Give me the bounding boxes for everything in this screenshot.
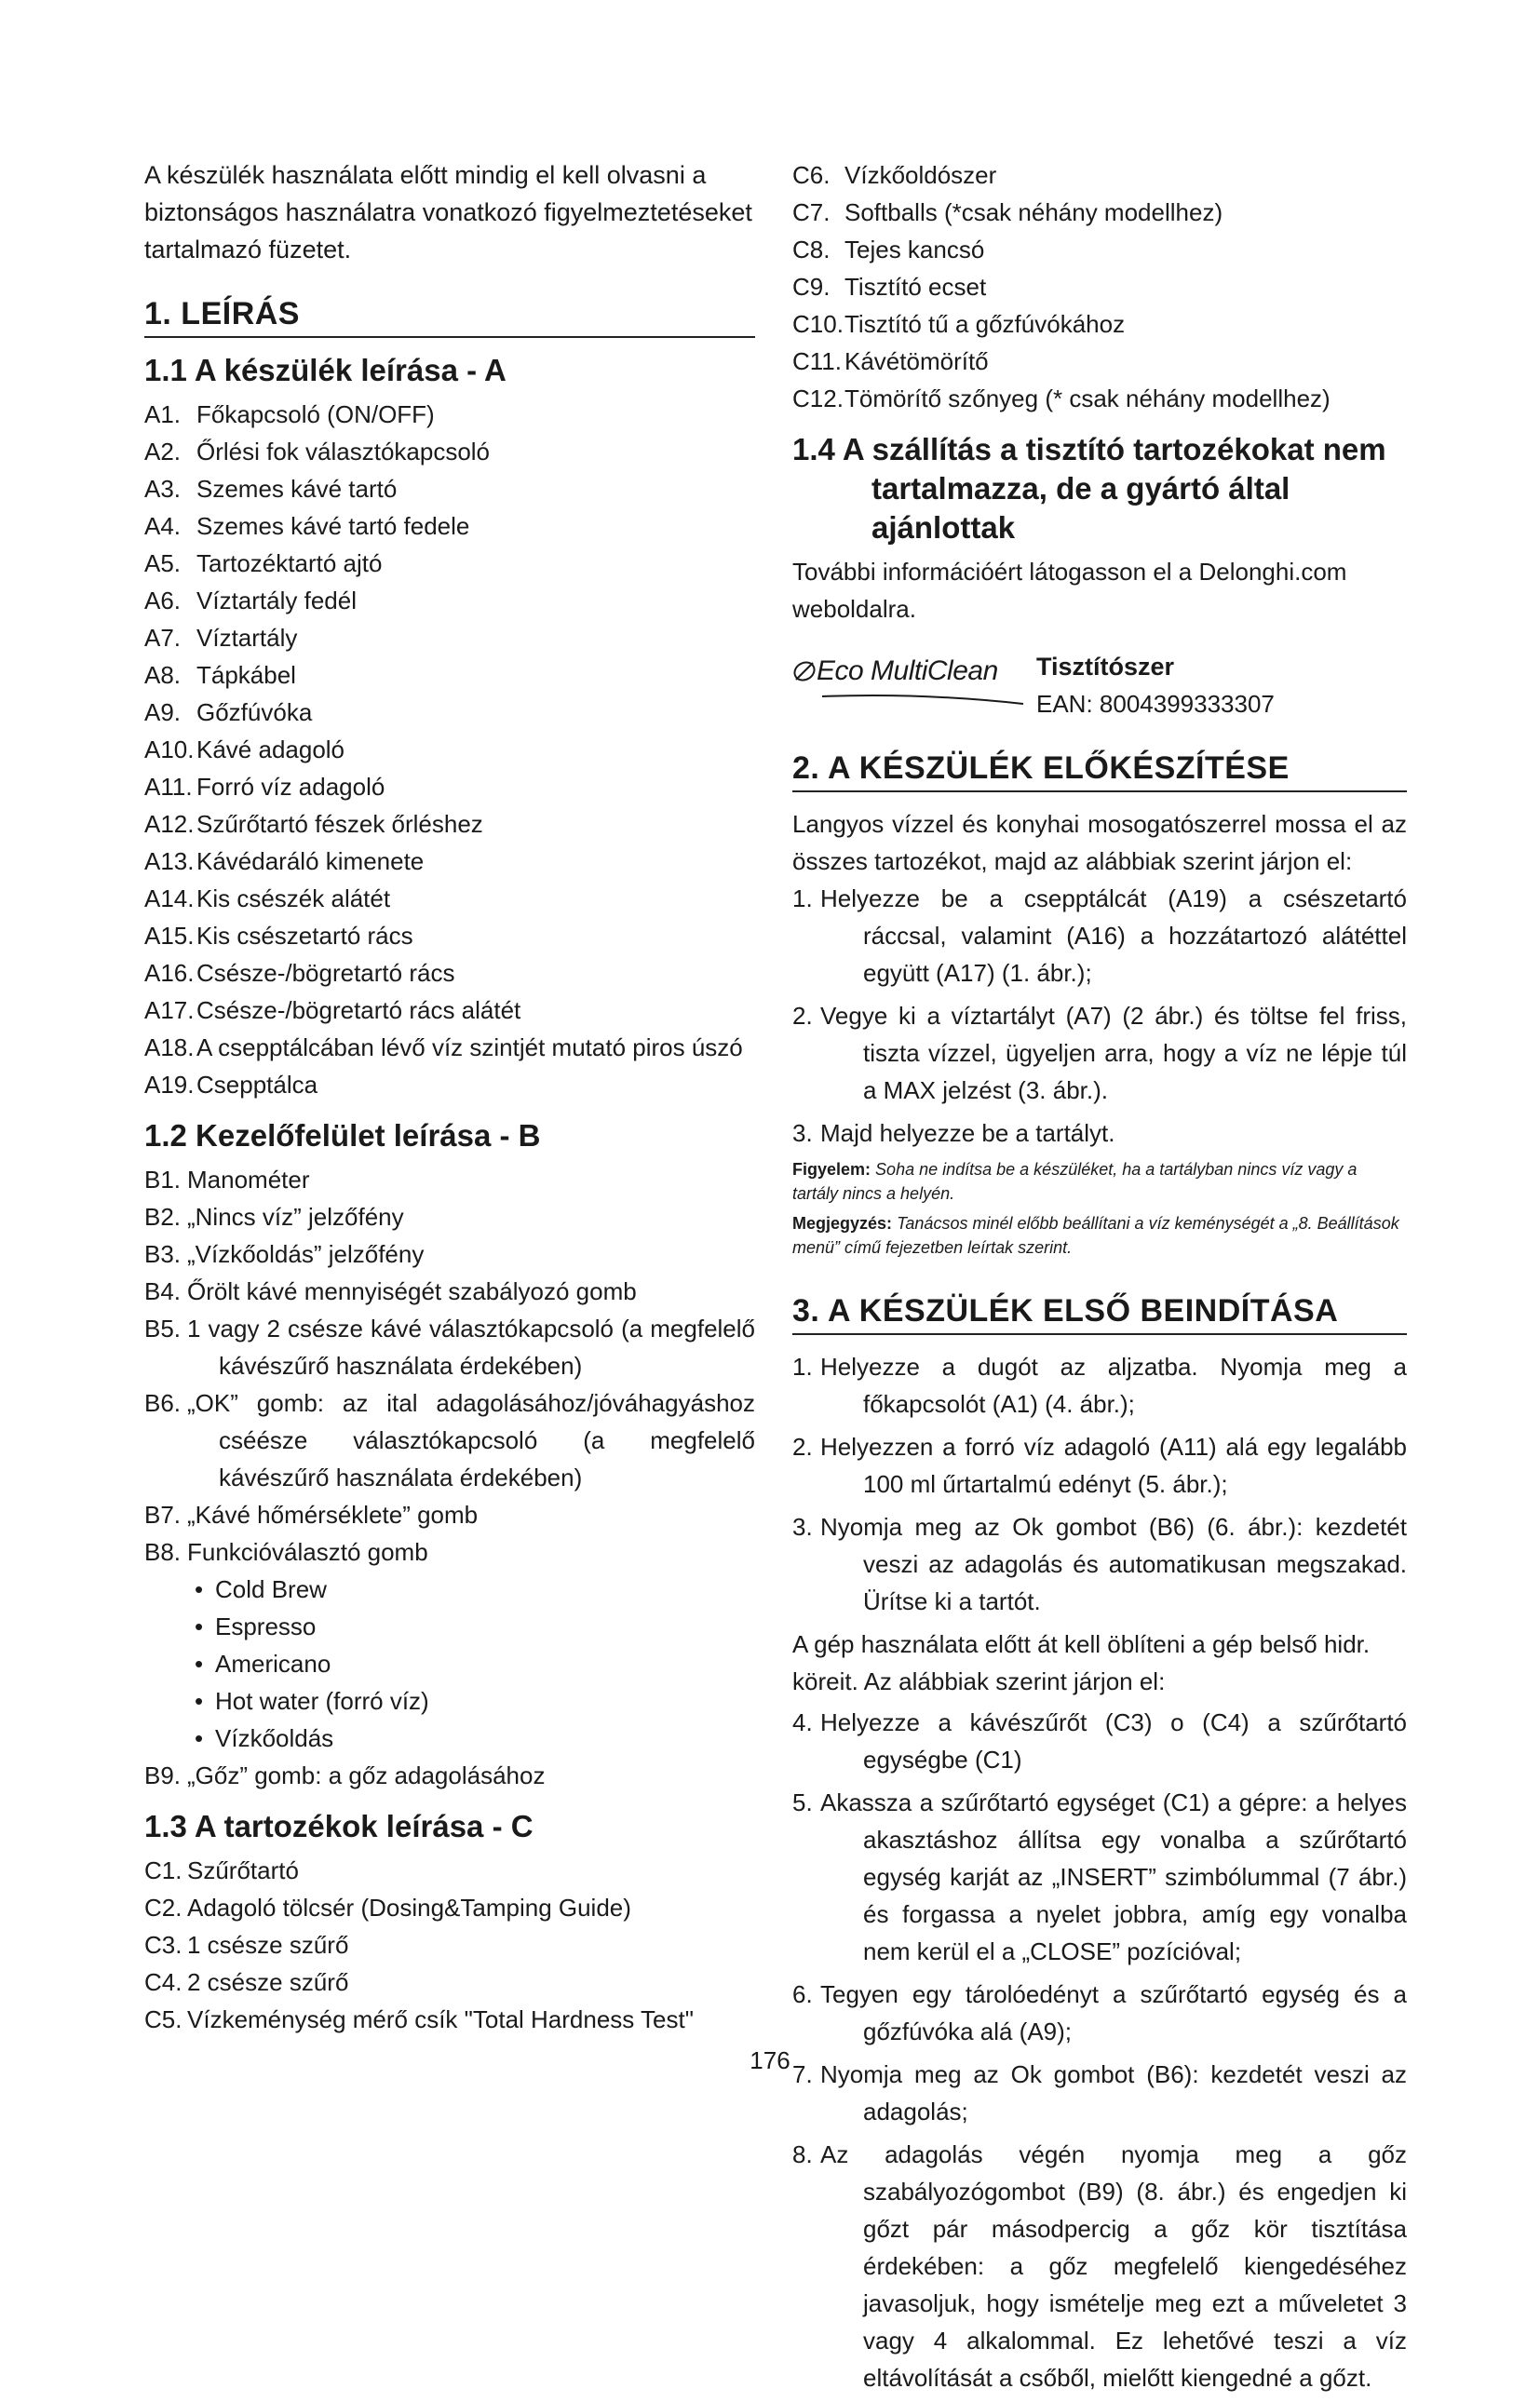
step-item: 8. Az adagolás végén nyomja meg a gőz szabályozógombot (B9) (8. ábr.) és engedjen ki gőzt pár másodpercig a gőz kör tisztítása érdekében: a gőz megfelelő kiengedéséhez javasoljuk, hogy ismételje meg ezt a műveletet 3 vagy 4 alkalommal. Ez lehetővé teszi a víz eltávolítását a csőből, mielőtt kiengedné a gőzt. (792, 2140, 1407, 2392)
section-2-intro: Langyos vízzel és konyhai mosogatószerrel mossa el az összes tartozékot, majd az alábbiak szerint járjon el: (792, 810, 1407, 875)
list-b-tail (144, 1757, 755, 1794)
function-option: • Vízkőoldás (187, 1720, 755, 1757)
function-option: • Hot water (forró víz) (187, 1682, 755, 1720)
step-item: 3. Majd helyezze be a tartályt. (792, 1119, 1115, 1147)
list-item: A18. A csepptálcában lévő víz szintjét mutató piros úszó (144, 1033, 743, 1061)
product-recommendation (792, 648, 1407, 722)
step-item: 2. Helyezzen a forró víz adagoló (A11) alá egy legalább 100 ml űrtartalmú edényt (5. ábr.); (792, 1433, 1407, 1498)
list-item: A6. Víztartály fedél (144, 587, 357, 614)
list-item: B1. Manométer (144, 1166, 310, 1194)
left-column (144, 156, 755, 2038)
step-item: 1. Helyezze a dugót az aljzatba. Nyomja meg a főkapcsolót (A1) (4. ábr.); (792, 1353, 1407, 1418)
function-option: • Espresso (187, 1608, 755, 1645)
list-item: C3. 1 csésze szűrő (144, 1931, 349, 1959)
list-item: C12. Tömörítő szőnyeg (* csak néhány modellhez) (792, 385, 1331, 412)
list-item: C9. Tisztító ecset (792, 273, 987, 301)
list-c-continued (792, 156, 1407, 417)
list-item: B2. „Nincs víz” jelzőfény (144, 1203, 404, 1231)
list-item: B7. „Kávé hőmérséklete” gomb (144, 1501, 479, 1529)
list-item: B5. 1 vagy 2 csésze kávé választókapcsoló (a megfelelő kávészűrő használata érdekében) (144, 1315, 755, 1380)
list-item: A1. Főkapcsoló (ON/OFF) (144, 400, 435, 428)
product-name: Tisztítószer (1036, 653, 1175, 681)
warning-note: Figyelem: Soha ne indítsa be a készüléket, ha a tartályban nincs víz vagy a tartály nincs a helyén. (792, 1160, 1358, 1203)
list-item: B4. Őrölt kávé mennyiségét szabályozó gomb (144, 1277, 637, 1305)
list-item: A3. Szemes kávé tartó (144, 475, 398, 503)
list-item: B9. „Gőz” gomb: a gőz adagolásához (144, 1761, 546, 1789)
info-text: További információért látogasson el a Delonghi.com weboldalra. (792, 558, 1347, 623)
list-item: A7. Víztartály (144, 624, 298, 652)
list-item: C4. 2 csésze szűrő (144, 1968, 349, 1996)
step-item: 5. Akassza a szűrőtartó egységet (C1) a gépre: a helyes akasztáshoz állítsa egy vonalba a szűrőtartó egység karját az „INSERT” szimbólummal (7 ábr.) és forgassa a nyelet jobbra, amíg egy vonalba nem kerül el a „CLOSE” pozícióval; (792, 1788, 1407, 1965)
list-item: C2. Adagoló tölcsér (Dosing&Tamping Guide) (144, 1894, 631, 1922)
product-info (1036, 648, 1275, 722)
leaf-icon (792, 660, 817, 682)
section-3-middle: A gép használata előtt át kell öblíteni a gép belső hidr. köreit. Az alábbiak szerint járjon el: (792, 1630, 1371, 1695)
step-item: 1. Helyezze be a csepptálcát (A19) a csészetartó ráccsal, valamint (A16) a hozzátartozó alátéttel együtt (A17) (1. ábr.); (792, 884, 1407, 987)
list-item: A11. Forró víz adagoló (144, 773, 385, 801)
section-2-title: 2. A KÉSZÜLÉK ELŐKÉSZÍTÉSE (792, 750, 1407, 792)
list-item: A13. Kávédaráló kimenete (144, 847, 425, 875)
section-3-title: 3. A KÉSZÜLÉK ELSŐ BEINDÍTÁSA (792, 1293, 1407, 1335)
list-item: A10. Kávé adagoló (144, 735, 345, 763)
list-b (144, 1161, 755, 1571)
list-c (144, 1852, 755, 2038)
step-item: 7. Nyomja meg az Ok gombot (B6): kezdetét veszi az adagolás; (792, 2060, 1407, 2125)
logo-wordmark: Eco MultiClean (792, 655, 998, 687)
ecomulticlean-logo (792, 648, 1023, 713)
list-item: B3. „Vízkőoldás” jelzőfény (144, 1240, 425, 1268)
subsection-1-4-title-line1: 1.4 A szállítás a tisztító tartozékokat nem (792, 432, 1386, 466)
step-item: 3. Nyomja meg az Ok gombot (B6) (6. ábr.): kezdetét veszi az adagolás és automatikusan megszakad. Ürítse ki a tartót. (792, 1513, 1407, 1615)
step-item: 4. Helyezze a kávészűrőt (C3) o (C4) a szűrőtartó egységbe (C1) (792, 1708, 1407, 1774)
subsection-1-2-title: 1.2 Kezelőfelület leírása - B (144, 1118, 541, 1153)
subsection-1-1-title: 1.1 A készülék leírása - A (144, 353, 507, 387)
hint-note: Megjegyzés: Tanácsos minél előbb beállítani a víz keménységét a „8. Beállítások menü” című fejezetben leírtak szerint. (792, 1214, 1399, 1257)
safety-intro: A készülék használata előtt mindig el kell olvasni a biztonságos használatra vonatkozó figyelmeztetéseket tartalmazó füzetet. (144, 161, 752, 263)
list-item: C1. Szűrőtartó (144, 1856, 299, 1884)
list-item: C5. Vízkeménység mérő csík "Total Hardness Test" (144, 2005, 694, 2033)
list-item: A9. Gőzfúvóka (144, 698, 313, 726)
list-a (144, 396, 755, 1103)
logo-swoosh (820, 689, 1025, 708)
list-item: A5. Tartozéktartó ajtó (144, 549, 383, 577)
list-item: A4. Szemes kávé tartó fedele (144, 512, 470, 540)
section-3-steps-a (792, 1348, 1407, 1620)
step-item: 6. Tegyen egy tárolóedényt a szűrőtartó egység és a gőzfúvóka alá (A9); (792, 1980, 1407, 2045)
step-item: 2. Vegye ki a víztartályt (A7) (2 ábr.) és töltse fel friss, tiszta vízzel, ügyeljen arra, hogy a víz ne lépje túl a MAX jelzést (3. ábr.). (792, 1002, 1407, 1104)
list-item: B8. Funkcióválasztó gomb (144, 1538, 428, 1566)
list-item: A14. Kis csészék alátét (144, 884, 391, 912)
subsection-1-4-title (792, 430, 1407, 547)
section-1-title: 1. LEÍRÁS (144, 296, 755, 338)
product-ean: EAN: 8004399333307 (1036, 690, 1275, 718)
list-item: C7. Softballs (*csak néhány modellhez) (792, 198, 1223, 226)
list-item: A19. Csepptálca (144, 1071, 318, 1099)
list-item: A15. Kis csészetartó rács (144, 922, 413, 950)
section-2-steps (792, 880, 1407, 1152)
list-item: A16. Csésze-/bögretartó rács (144, 959, 455, 987)
subsection-1-3-title: 1.3 A tartozékok leírása - C (144, 1809, 534, 1843)
function-option: • Americano (187, 1645, 755, 1682)
list-item: C11. Kávétömörítő (792, 347, 989, 375)
function-options-list (144, 1571, 755, 1757)
list-item: A2. Őrlési fok választókapcsoló (144, 438, 491, 466)
list-item: C6. Vízkőoldószer (792, 161, 997, 189)
list-item: A17. Csésze-/bögretartó rács alátét (144, 996, 521, 1024)
page-number: 176 (750, 2046, 790, 2074)
function-option: • Cold Brew (187, 1571, 755, 1608)
subsection-1-4-title-line2: tartalmazza, de a gyártó által ajánlottak (871, 471, 1290, 545)
list-item: C8. Tejes kancsó (792, 236, 985, 263)
list-item: A12. Szűrőtartó fészek őrléshez (144, 810, 483, 838)
list-item: B6. „OK” gomb: az ital adagolásához/jóváhagyáshoz cséésze választókapcsoló (a megfelelő kávészűrő használata érdekében) (144, 1389, 755, 1491)
list-item: A8. Tápkábel (144, 661, 296, 689)
list-item: C10. Tisztító tű a gőzfúvókához (792, 310, 1126, 338)
